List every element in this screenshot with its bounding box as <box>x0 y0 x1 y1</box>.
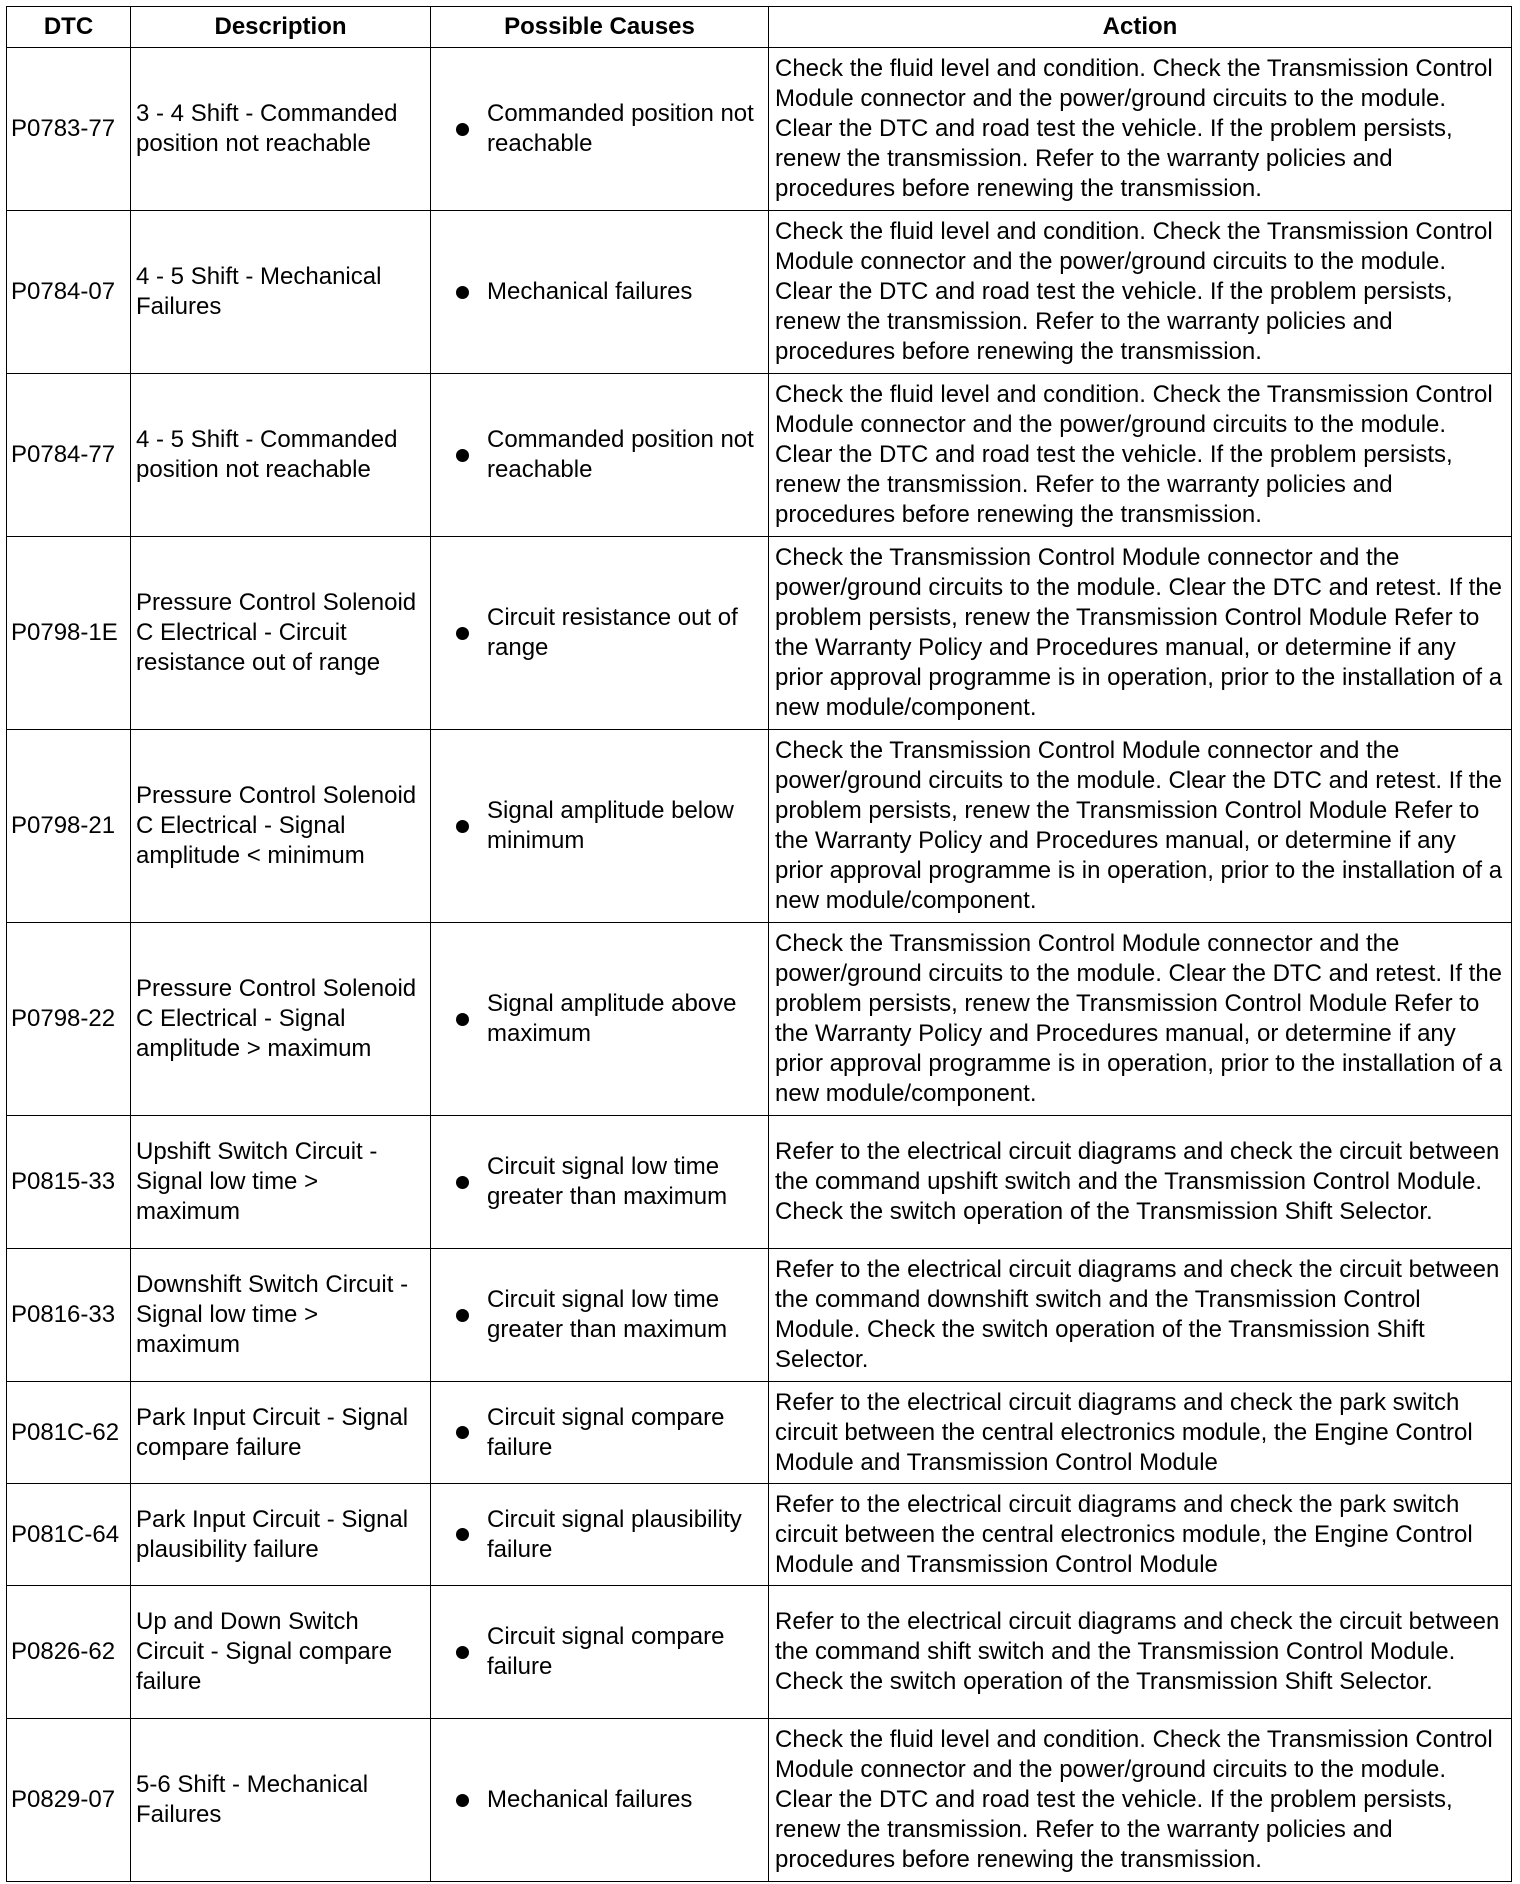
dtc-code: P081C-64 <box>7 1484 131 1586</box>
possible-cause-cell <box>431 1116 769 1249</box>
description-cell: Park Input Circuit - Signal compare failure <box>131 1382 431 1484</box>
possible-cause-cell <box>431 730 769 923</box>
possible-cause-text: Mechanical failures <box>487 278 693 305</box>
possible-cause-text: Circuit resistance out of range <box>487 604 738 661</box>
possible-cause-cell <box>431 1719 769 1882</box>
column-header-action: Action <box>769 7 1512 48</box>
description-cell: Downshift Switch Circuit - Signal low time > maximum <box>131 1249 431 1382</box>
bullet-icon <box>456 820 469 833</box>
description-cell: 4 - 5 Shift - Mechanical Failures <box>131 211 431 374</box>
action-cell: Check the Transmission Control Module connector and the power/ground circuits to the module. Clear the DTC and retest. If the problem persists, renew the Transmission Control Module Refer to the Warranty Policy and Procedures manual, or determine if any prior approval programme is in operation, prior to the installation of a new module/component. <box>769 537 1512 730</box>
action-cell: Check the fluid level and condition. Check the Transmission Control Module connector and the power/ground circuits to the module. Clear the DTC and road test the vehicle. If the problem persists, renew the transmission. Refer to the warranty policies and procedures before renewing the transmission. <box>769 374 1512 537</box>
description-cell: Pressure Control Solenoid C Electrical - Signal amplitude > maximum <box>131 923 431 1116</box>
possible-cause-text: Circuit signal low time greater than maximum <box>487 1153 728 1210</box>
possible-cause-text: Circuit signal compare failure <box>487 1623 725 1680</box>
table-row <box>7 537 1512 730</box>
description-cell: 5-6 Shift - Mechanical Failures <box>131 1719 431 1882</box>
dtc-code: P0798-22 <box>7 923 131 1116</box>
dtc-code: P081C-62 <box>7 1382 131 1484</box>
bullet-icon <box>456 1309 469 1322</box>
action-cell: Refer to the electrical circuit diagrams and check the park switch circuit between the central electronics module, the Engine Control Module and Transmission Control Module <box>769 1484 1512 1586</box>
dtc-code: P0798-1E <box>7 537 131 730</box>
possible-cause-cell <box>431 374 769 537</box>
dtc-code: P0815-33 <box>7 1116 131 1249</box>
possible-cause-text: Commanded position not reachable <box>487 100 754 157</box>
possible-cause-text: Mechanical failures <box>487 1786 693 1813</box>
possible-cause-text: Circuit signal plausibility failure <box>487 1505 742 1563</box>
action-cell: Check the Transmission Control Module connector and the power/ground circuits to the module. Clear the DTC and retest. If the problem persists, renew the Transmission Control Module Refer to the Warranty Policy and Procedures manual, or determine if any prior approval programme is in operation, prior to the installation of a new module/component. <box>769 730 1512 923</box>
possible-cause-cell <box>431 1249 769 1382</box>
bullet-icon <box>456 449 469 462</box>
table-row <box>7 374 1512 537</box>
bullet-icon <box>456 1646 469 1659</box>
action-cell: Check the fluid level and condition. Check the Transmission Control Module connector and the power/ground circuits to the module. Clear the DTC and road test the vehicle. If the problem persists, renew the transmission. Refer to the warranty policies and procedures before renewing the transmission. <box>769 211 1512 374</box>
action-cell: Check the fluid level and condition. Check the Transmission Control Module connector and the power/ground circuits to the module. Clear the DTC and road test the vehicle. If the problem persists, renew the transmission. Refer to the warranty policies and procedures before renewing the transmission. <box>769 1719 1512 1882</box>
description-cell: Park Input Circuit - Signal plausibility failure <box>131 1484 431 1586</box>
column-header-dtc: DTC <box>7 7 131 48</box>
bullet-icon <box>456 286 469 299</box>
dtc-table <box>6 6 1512 1882</box>
table-row <box>7 211 1512 374</box>
action-cell: Refer to the electrical circuit diagrams and check the park switch circuit between the central electronics module, the Engine Control Module and Transmission Control Module <box>769 1382 1512 1484</box>
bullet-icon <box>456 1013 469 1026</box>
dtc-code: P0798-21 <box>7 730 131 923</box>
table-row <box>7 1116 1512 1249</box>
dtc-code: P0816-33 <box>7 1249 131 1382</box>
table-row <box>7 48 1512 211</box>
table-row <box>7 923 1512 1116</box>
table-row <box>7 1382 1512 1484</box>
description-cell: Up and Down Switch Circuit - Signal compare failure <box>131 1586 431 1719</box>
column-header-description: Description <box>131 7 431 48</box>
possible-cause-cell <box>431 48 769 211</box>
action-cell: Refer to the electrical circuit diagrams and check the circuit between the command upshift switch and the Transmission Control Module. Check the switch operation of the Transmission Shift Selector. <box>769 1116 1512 1249</box>
dtc-code: P0783-77 <box>7 48 131 211</box>
bullet-icon <box>456 1794 469 1807</box>
possible-cause-text: Signal amplitude above maximum <box>487 990 737 1047</box>
action-cell: Refer to the electrical circuit diagrams and check the circuit between the command downshift switch and the Transmission Control Module. Check the switch operation of the Transmission Shift Selector. <box>769 1249 1512 1382</box>
possible-cause-cell <box>431 1586 769 1719</box>
description-cell: Pressure Control Solenoid C Electrical - Circuit resistance out of range <box>131 537 431 730</box>
table-row <box>7 730 1512 923</box>
description-cell: Pressure Control Solenoid C Electrical - Signal amplitude < minimum <box>131 730 431 923</box>
column-header-possible-causes: Possible Causes <box>431 7 769 48</box>
action-cell: Check the Transmission Control Module connector and the power/ground circuits to the module. Clear the DTC and retest. If the problem persists, renew the Transmission Control Module Refer to the Warranty Policy and Procedures manual, or determine if any prior approval programme is in operation, prior to the installation of a new module/component. <box>769 923 1512 1116</box>
action-cell: Check the fluid level and condition. Check the Transmission Control Module connector and the power/ground circuits to the module. Clear the DTC and road test the vehicle. If the problem persists, renew the transmission. Refer to the warranty policies and procedures before renewing the transmission. <box>769 48 1512 211</box>
possible-cause-text: Circuit signal compare failure <box>487 1403 725 1461</box>
description-cell: 4 - 5 Shift - Commanded position not reachable <box>131 374 431 537</box>
bullet-icon <box>456 123 469 136</box>
table-row <box>7 1719 1512 1882</box>
table-row <box>7 1484 1512 1586</box>
dtc-code: P0784-77 <box>7 374 131 537</box>
bullet-icon <box>456 1528 469 1541</box>
possible-cause-text: Circuit signal low time greater than maximum <box>487 1286 728 1343</box>
bullet-icon <box>456 1176 469 1189</box>
dtc-code: P0829-07 <box>7 1719 131 1882</box>
bullet-icon <box>456 1426 469 1439</box>
possible-cause-cell <box>431 1382 769 1484</box>
possible-cause-text: Signal amplitude below minimum <box>487 797 734 854</box>
bullet-icon <box>456 627 469 640</box>
dtc-code: P0826-62 <box>7 1586 131 1719</box>
possible-cause-cell <box>431 1484 769 1586</box>
description-cell: Upshift Switch Circuit - Signal low time > maximum <box>131 1116 431 1249</box>
possible-cause-text: Commanded position not reachable <box>487 426 754 483</box>
table-header-row <box>7 7 1512 48</box>
possible-cause-cell <box>431 923 769 1116</box>
dtc-code: P0784-07 <box>7 211 131 374</box>
table-row <box>7 1249 1512 1382</box>
description-cell: 3 - 4 Shift - Commanded position not reachable <box>131 48 431 211</box>
possible-cause-cell <box>431 211 769 374</box>
action-cell: Refer to the electrical circuit diagrams and check the circuit between the command shift switch and the Transmission Control Module. Check the switch operation of the Transmission Shift Selector. <box>769 1586 1512 1719</box>
table-row <box>7 1586 1512 1719</box>
possible-cause-cell <box>431 537 769 730</box>
